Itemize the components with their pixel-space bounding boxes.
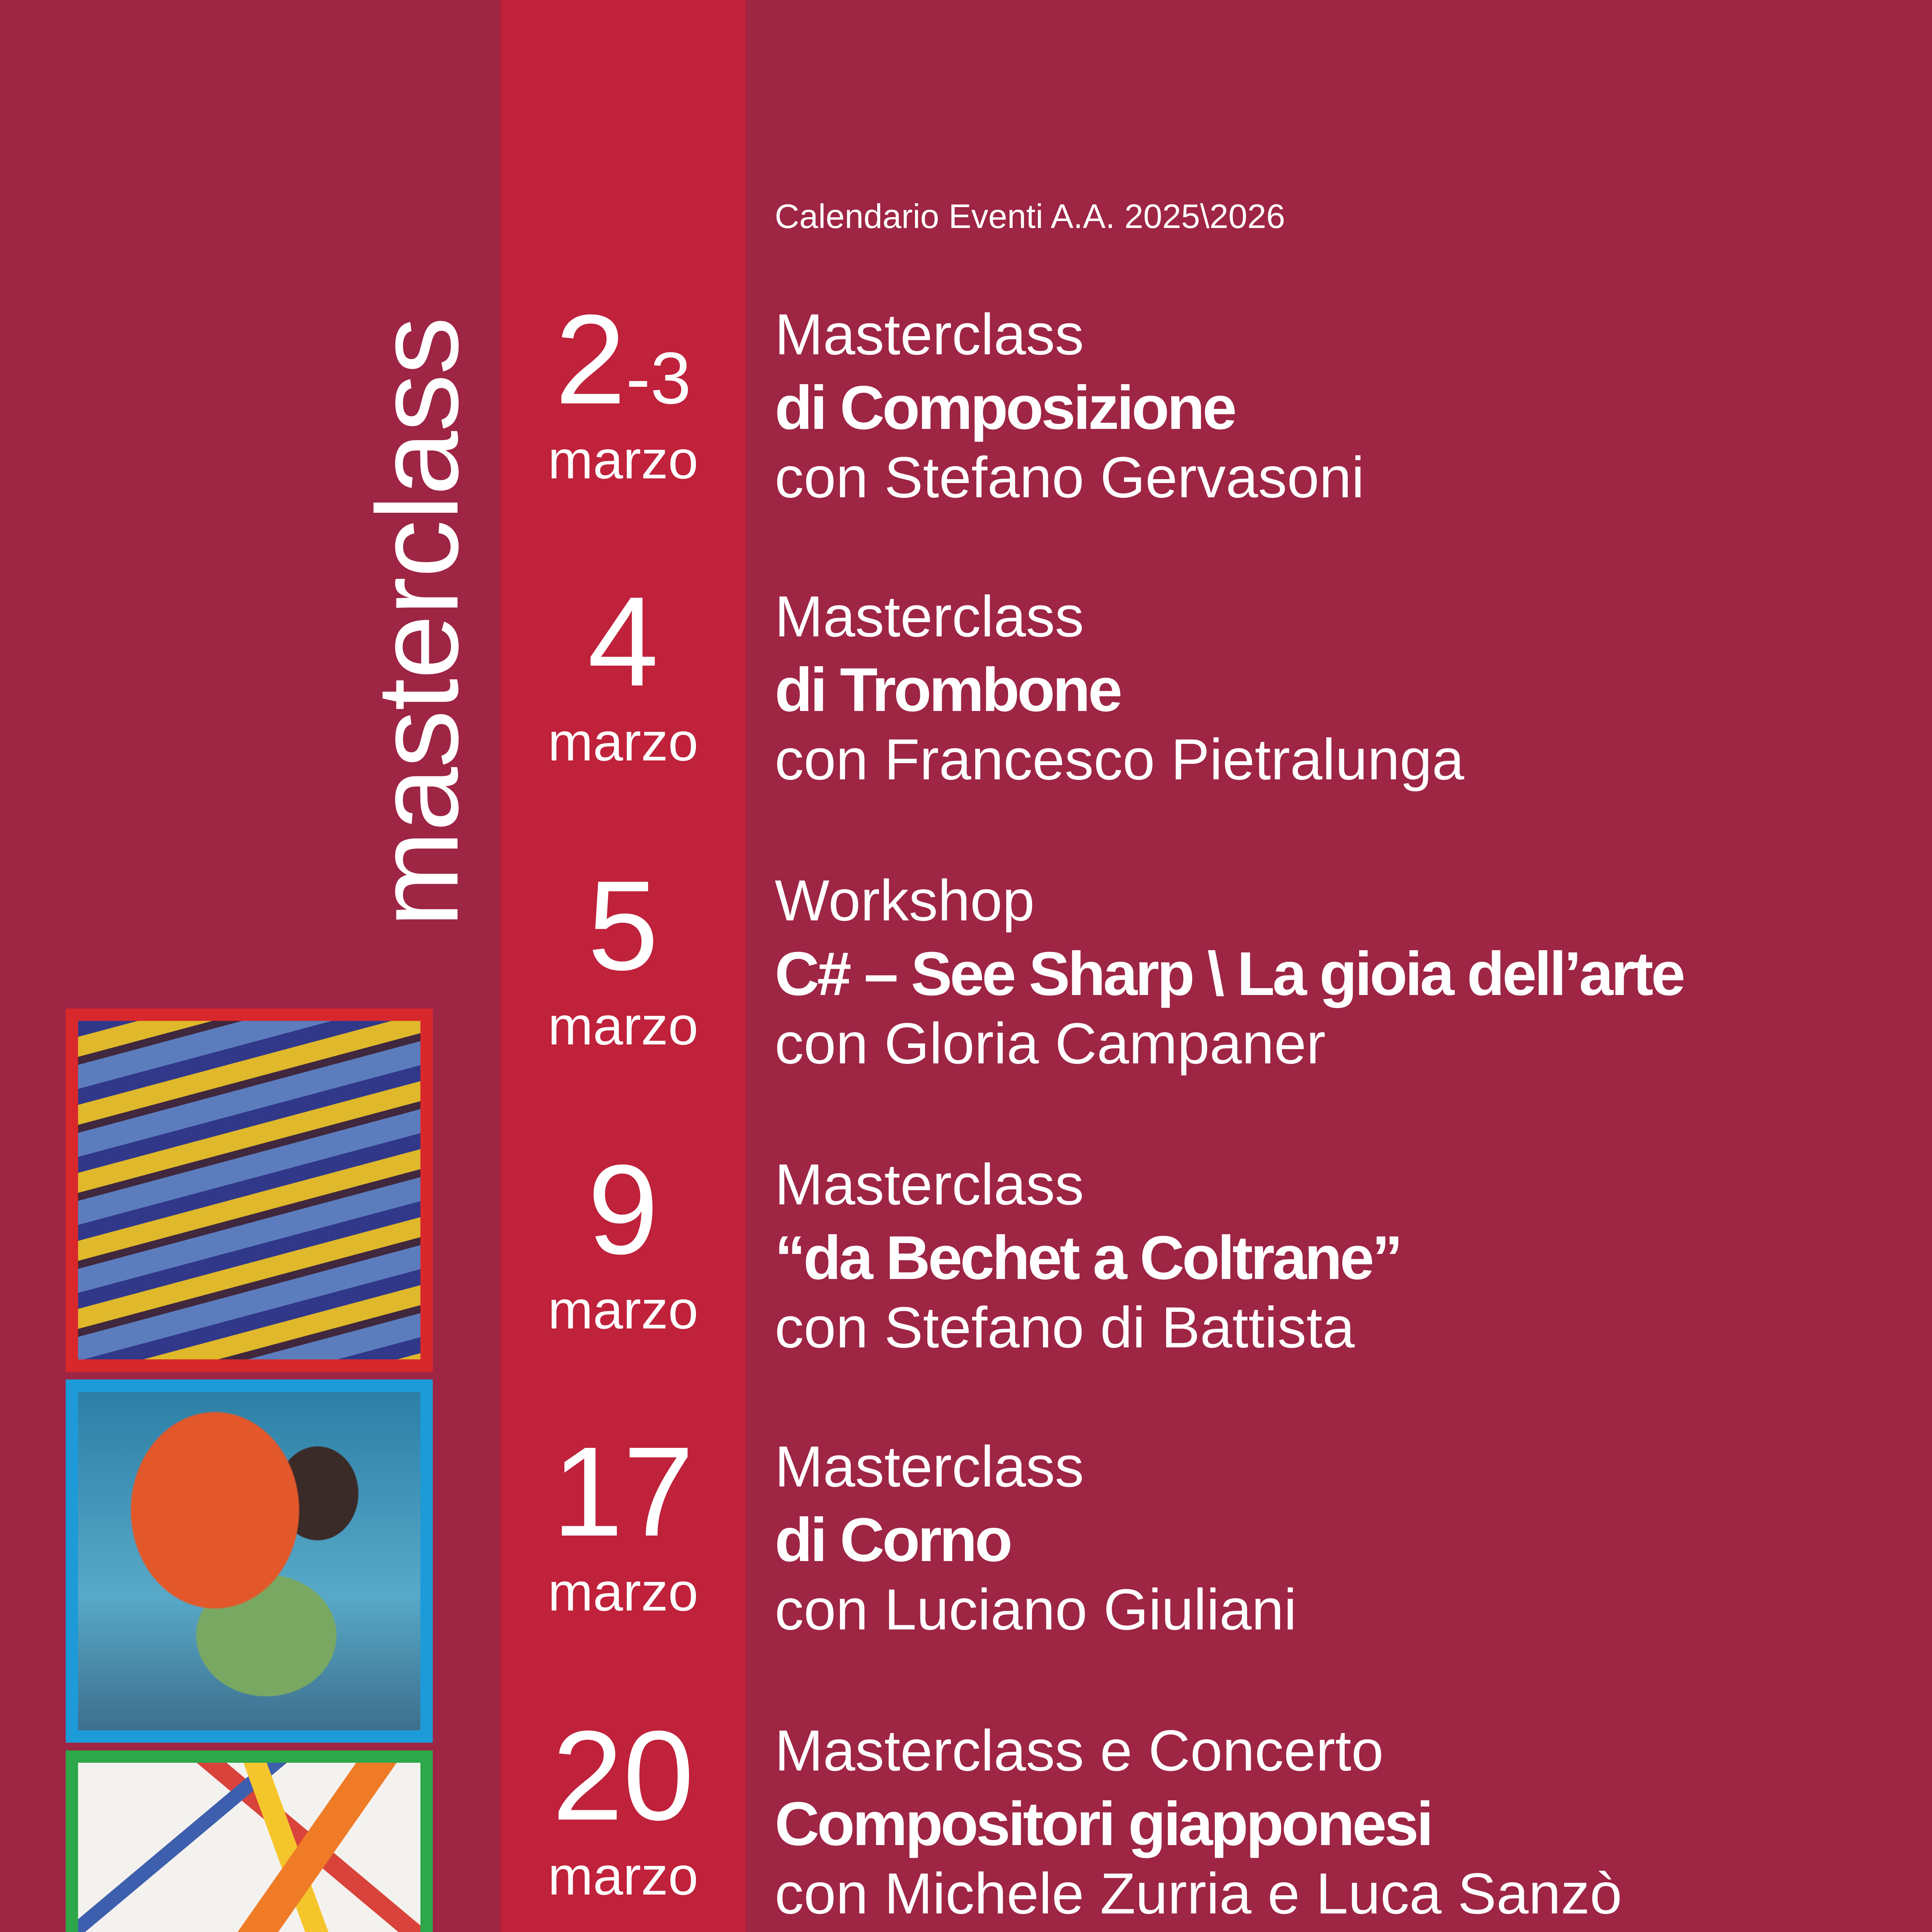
vertical-title: masterclass bbox=[352, 317, 482, 927]
event-month: marzo bbox=[548, 1845, 698, 1906]
event-type: Masterclass bbox=[775, 1434, 1084, 1499]
event-item bbox=[0, 1418, 1932, 1700]
event-type: Masterclass bbox=[775, 302, 1084, 367]
event-month: marzo bbox=[548, 711, 698, 772]
event-item bbox=[0, 1702, 1932, 1932]
event-title: Compositori giapponesi bbox=[775, 1789, 1432, 1858]
event-day: 4 bbox=[587, 570, 659, 713]
event-type: Workshop bbox=[775, 868, 1035, 933]
event-day: 17 bbox=[552, 1420, 694, 1563]
event-month: marzo bbox=[548, 995, 698, 1056]
event-host: con Michele Zurria e Luca Sanzò bbox=[775, 1861, 1622, 1926]
event-day: 20 bbox=[552, 1704, 694, 1847]
event-type: Masterclass bbox=[775, 584, 1084, 649]
event-host: con Gloria Campaner bbox=[775, 1011, 1326, 1076]
event-day: 9 bbox=[587, 1138, 659, 1281]
event-title: “da Bechet a Coltrane” bbox=[775, 1223, 1401, 1292]
event-day: 2-3 bbox=[555, 288, 691, 430]
event-item bbox=[0, 1136, 1932, 1418]
event-month: marzo bbox=[548, 1279, 698, 1340]
event-title: di Corno bbox=[775, 1505, 1010, 1574]
event-host: con Stefano di Battista bbox=[775, 1295, 1355, 1360]
event-title: di Composizione bbox=[775, 373, 1235, 442]
event-host: con Stefano Gervasoni bbox=[775, 445, 1364, 510]
event-host: con Francesco Pietralunga bbox=[775, 727, 1464, 792]
event-item bbox=[0, 568, 1932, 850]
event-title: C# – See Sharp \ La gioia dell’arte bbox=[775, 939, 1683, 1008]
event-day-suffix: -3 bbox=[626, 337, 691, 419]
event-title: di Trombone bbox=[775, 655, 1120, 724]
event-host: con Luciano Giuliani bbox=[775, 1577, 1297, 1642]
event-type: Masterclass e Concerto bbox=[775, 1718, 1384, 1783]
event-month: marzo bbox=[548, 429, 698, 490]
event-type: Masterclass bbox=[775, 1152, 1084, 1217]
event-item bbox=[0, 286, 1932, 568]
event-item bbox=[0, 852, 1932, 1134]
event-month: marzo bbox=[548, 1561, 698, 1622]
calendar-header: Calendario Eventi A.A. 2025\2026 bbox=[775, 197, 1285, 235]
event-day: 5 bbox=[587, 854, 659, 997]
